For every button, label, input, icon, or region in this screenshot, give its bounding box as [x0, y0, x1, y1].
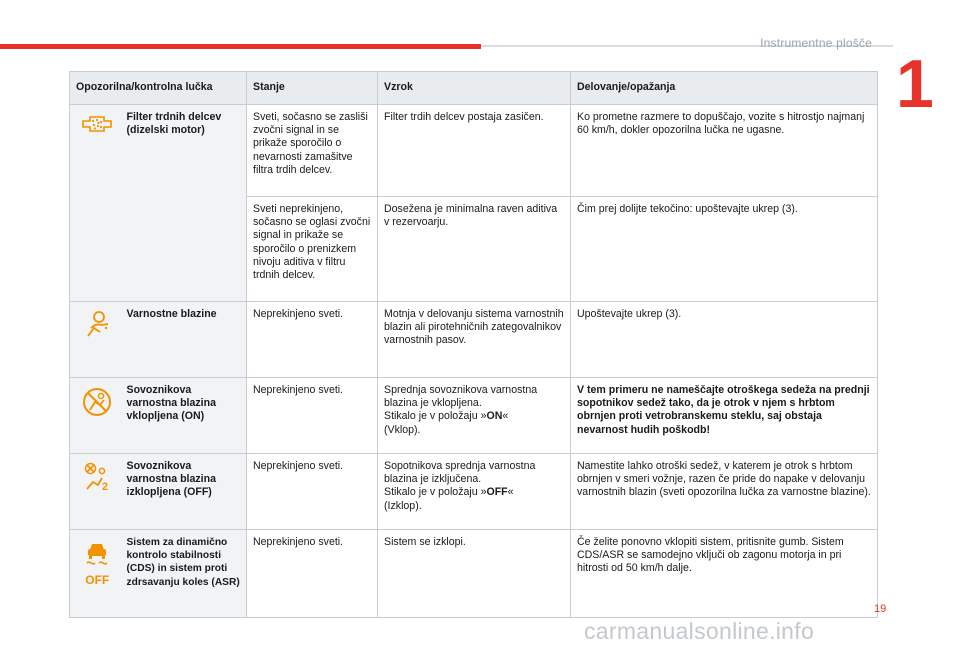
page-number: 19 [874, 603, 887, 615]
lamp-name: Filter trdnih delcev (dizelski motor) [125, 105, 247, 302]
cause-line-prefix: Stikalo je v položaju » [384, 486, 487, 499]
action-cell: Namestite lahko otroški sedež, v katerem je otrok s hrbtom obrnjen v smeri vožnje, razen če pride do napake v delovanju varnostnih blazin (sveti opozorilna lučka za varnostne blazine). [571, 454, 878, 530]
column-header-cause: Vzrok [378, 72, 571, 105]
section-title: Instrumentne plošče [760, 36, 872, 50]
off-label: OFF [85, 573, 110, 588]
warning-lights-table [69, 71, 878, 618]
table-row [70, 530, 878, 618]
svg-text:2: 2 [102, 481, 109, 492]
action-cell: Če želite ponovno vklopiti sistem, pritisnite gumb. Sistem CDS/ASR se samodejno vključi ob zagonu motorja in pri hitrosti od 50 km/h dalje. [571, 530, 878, 618]
cause-line: (Izklop). [384, 499, 422, 512]
state-cell: Neprekinjeno sveti. [247, 530, 378, 618]
table-header-row [70, 72, 878, 105]
passenger-airbag-on-icon [81, 386, 113, 422]
cause-cell [378, 454, 571, 530]
action-cell: Upoštevajte ukrep (3). [571, 302, 878, 378]
passenger-airbag-off-icon [82, 462, 112, 496]
table-row [70, 105, 878, 197]
lamp-icon-cell [70, 378, 125, 454]
cause-cell: Dosežena je minimalna raven aditiva v rezervoarju. [378, 197, 571, 302]
watermark: carmanualsonline.info [584, 618, 815, 644]
lamp-name: Sistem za dinamično kontrolo stabilnosti (CDS) in sistem proti zdrsavanju koles (ASR) [125, 530, 247, 618]
state-cell: Sveti, sočasno se zasliši zvočni signal in se prikaže sporočilo o nevarnosti zamašitve filtra trdih delcev. [247, 105, 378, 197]
state-cell: Neprekinjeno sveti. [247, 378, 378, 454]
seatbelt-icon [82, 310, 112, 342]
table-row [70, 378, 878, 454]
table-row [70, 302, 878, 378]
cause-line: Sopotnikova sprednja varnostna blazina je izključena. [384, 460, 536, 486]
column-header-action: Delovanje/opažanja [571, 72, 878, 105]
lamp-name: Sovoznikova varnostna blazina izklopljena (OFF) [125, 454, 247, 530]
lamp-icon-cell [70, 105, 125, 302]
cause-cell [378, 378, 571, 454]
lamp-name: Varnostne blazine [125, 302, 247, 378]
action-cell: Ko prometne razmere to dopuščajo, vozite s hitrostjo najmanj 60 km/h, dokler opozorilna lučka ne ugasne. [571, 105, 878, 197]
lamp-name: Sovoznikova varnostna blazina vklopljena (ON) [125, 378, 247, 454]
cause-line-prefix: Stikalo je v položaju » [384, 410, 487, 423]
lamp-icon-cell [70, 454, 125, 530]
lamp-icon-cell [70, 530, 125, 618]
switch-position: ON [486, 410, 503, 423]
cause-cell: Filter trdih delcev postaja zasičen. [378, 105, 571, 197]
action-cell: V tem primeru ne nameščajte otroškega sedeža na prednji sopotnikov sedež tako, da je otrok v njem s hrbtom obrnjen proti vetrobranskemu steklu, saj obstaja nevarnost hudih poškodb! [571, 378, 878, 454]
action-cell: Čim prej dolijte tekočino: upoštevajte ukrep (3). [571, 197, 878, 302]
cause-line: (Vklop). [384, 423, 421, 436]
state-cell: Neprekinjeno sveti. [247, 302, 378, 378]
column-header-lamp: Opozorilna/kontrolna lučka [70, 72, 247, 105]
lamp-icon-cell [70, 302, 125, 378]
particle-filter-icon [82, 113, 112, 139]
switch-position: OFF [486, 486, 508, 499]
column-header-state: Stanje [247, 72, 378, 105]
table-row [70, 454, 878, 530]
state-cell: Neprekinjeno sveti. [247, 454, 378, 530]
state-cell: Sveti neprekinjeno, sočasno se oglasi zvočni signal in prikaže se sporočilo o prenizkem nivoju aditiva v filtru trdnih delcev. [247, 197, 378, 302]
cause-cell: Motnja v delovanju sistema varnostnih blazin ali pirotehničnih zategovalnikov varnostnih pasov. [378, 302, 571, 378]
cause-cell: Sistem se izklopi. [378, 530, 571, 618]
cause-line-suffix: « [507, 486, 514, 499]
chapter-number: 1 [896, 46, 934, 122]
top-accent-bar [0, 44, 481, 49]
cause-line: Sprednja sovoznikova varnostna blazina je vklopljena. [384, 384, 538, 410]
cause-line-suffix: « [502, 410, 509, 423]
